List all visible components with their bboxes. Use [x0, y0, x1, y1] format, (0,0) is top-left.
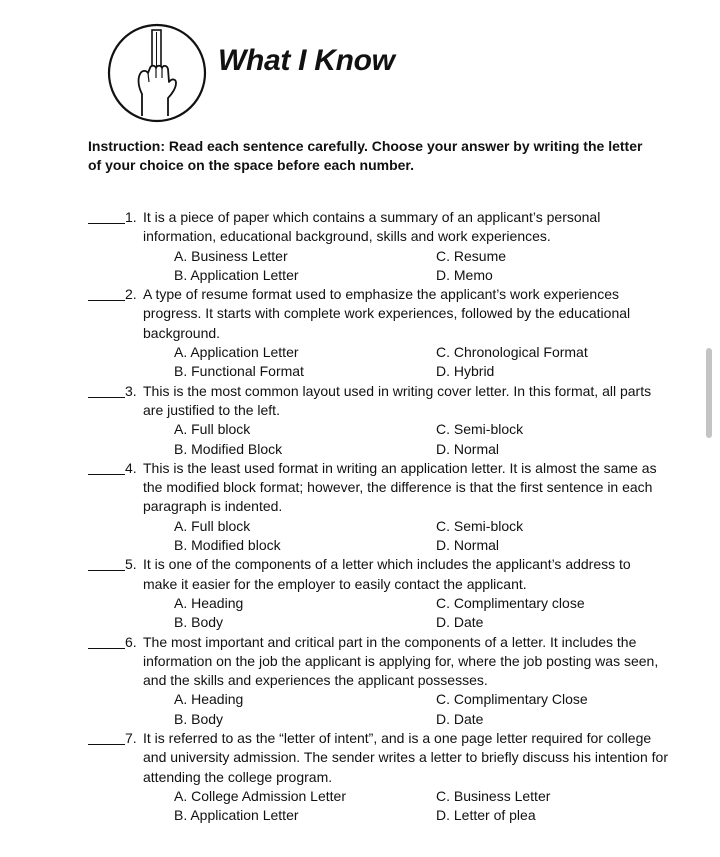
choice-a: A. Heading — [174, 691, 244, 708]
question-text: It is one of the components of a letter which includes the applicant’s address to make it easier for the employer to easily contact the applicant. — [143, 556, 631, 592]
question-number: 3. — [125, 382, 137, 399]
answer-blank[interactable] — [88, 729, 125, 745]
choice-b: B. Application Letter — [174, 807, 299, 824]
question-7 — [88, 729, 668, 825]
choice-d: D. Letter of plea — [436, 807, 536, 824]
question-1 — [88, 208, 668, 285]
question-text: This is the least used format in writing an application letter. It is almost the same as the modified block format; however, the difference is that the first sentence in each paragraph is indented. — [143, 459, 657, 515]
answer-blank[interactable] — [88, 633, 125, 649]
choice-d: D. Date — [436, 710, 484, 727]
choice-b: B. Application Letter — [174, 266, 299, 283]
choice-c: C. Business Letter — [436, 787, 551, 804]
answer-blank[interactable] — [88, 459, 125, 475]
choice-c: C. Chronological Format — [436, 344, 588, 361]
choice-a: A. Business Letter — [174, 247, 288, 264]
question-list — [88, 208, 668, 826]
choice-b: B. Modified block — [174, 537, 281, 554]
choice-d: D. Normal — [436, 537, 500, 554]
answer-blank[interactable] — [88, 555, 125, 571]
question-text: This is the most common layout used in writing cover letter. In this format, all parts are justified to the left. — [143, 382, 652, 418]
answer-blank[interactable] — [88, 208, 125, 224]
choice-c: C. Complimentary Close — [436, 691, 588, 708]
choice-a: A. College Admission Letter — [174, 787, 346, 804]
question-text: A type of resume format used to emphasize the applicant’s work experiences progress. It starts with complete work experiences, followed by the educational background. — [143, 286, 631, 341]
instruction-text: Instruction: Read each sentence carefully. Choose your answer by writing the letter of your choice on the space before each number. — [88, 138, 643, 173]
choice-b: B. Body — [174, 614, 224, 631]
answer-blank[interactable] — [88, 382, 125, 398]
question-number: 2. — [125, 286, 137, 303]
question-number: 7. — [125, 730, 137, 747]
choice-b: B. Functional Format — [174, 363, 304, 380]
choice-c: C. Semi-block — [436, 421, 524, 438]
choice-d: D. Normal — [436, 440, 500, 457]
choice-b: B. Modified Block — [174, 440, 283, 457]
choice-c: C. Complimentary close — [436, 594, 585, 611]
question-6 — [88, 633, 668, 729]
question-number: 6. — [125, 633, 137, 650]
question-2 — [88, 285, 668, 381]
question-text: The most important and critical part in the components of a letter. It includes the information on the job the applicant is applying for, where the job posting was seen, and the skills and experiences the applicant possesses. — [143, 633, 659, 689]
page-title: What I Know — [218, 44, 395, 77]
hand-holding-pencil-icon — [106, 22, 208, 124]
question-number: 4. — [125, 459, 137, 476]
question-5 — [88, 555, 668, 632]
question-number: 5. — [125, 556, 137, 573]
choice-c: C. Resume — [436, 247, 507, 264]
question-3 — [88, 382, 668, 459]
choice-b: B. Body — [174, 710, 224, 727]
choice-a: A. Heading — [174, 594, 244, 611]
choice-d: D. Hybrid — [436, 363, 495, 380]
answer-blank[interactable] — [88, 285, 125, 301]
question-text: It is a piece of paper which contains a summary of an applicant’s personal information, educational background, skills and work experiences. — [143, 209, 601, 245]
choice-d: D. Date — [436, 614, 484, 631]
question-4 — [88, 459, 668, 555]
question-text: It is referred to as the “letter of intent”, and is a one page letter required for college and university admission. The sender writes a letter to briefly discuss his intention for attending the college program. — [143, 730, 668, 785]
choice-c: C. Semi-block — [436, 517, 524, 534]
vertical-scrollbar[interactable] — [706, 348, 712, 438]
choice-a: A. Full block — [174, 421, 251, 438]
choice-a: A. Full block — [174, 517, 251, 534]
choice-d: D. Memo — [436, 266, 493, 283]
choice-a: A. Application Letter — [174, 344, 299, 361]
question-number: 1. — [125, 209, 137, 225]
